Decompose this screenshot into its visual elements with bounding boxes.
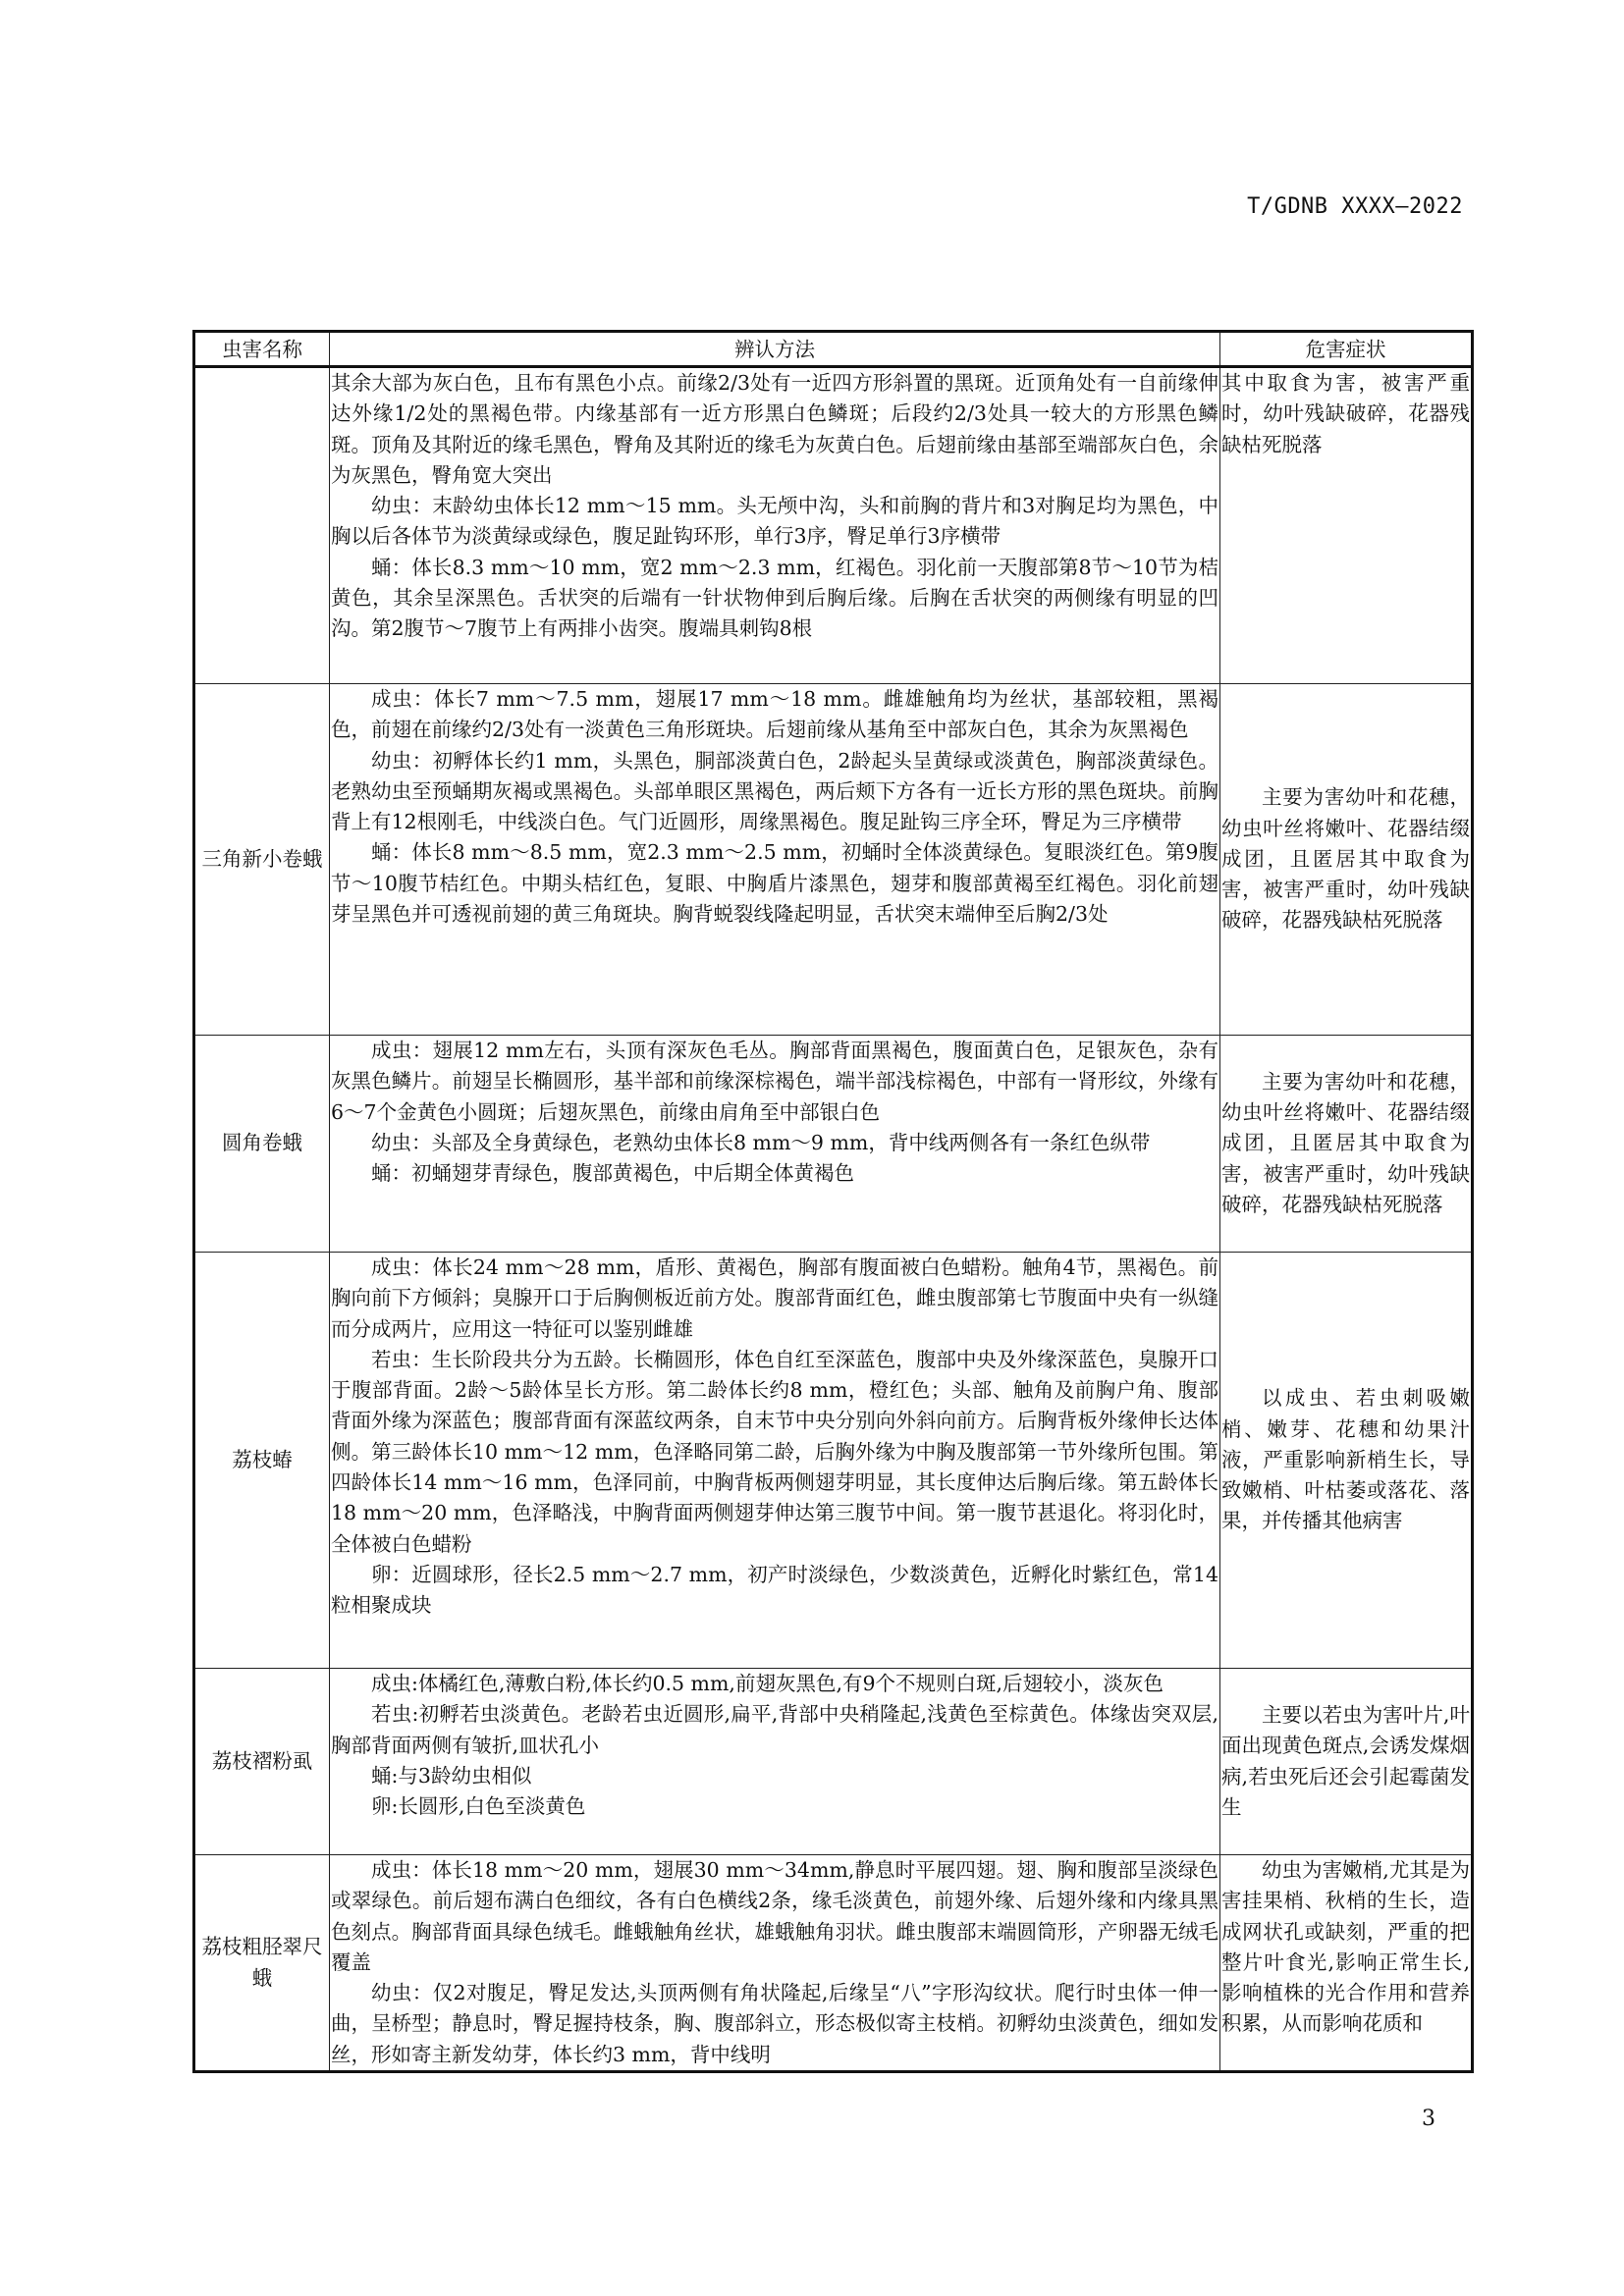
identification-method-cell [330,684,1220,1036]
method-paragraph: 蛹：体长8 mm～8.5 mm，宽2.3 mm～2.5 mm，初蛹时全体淡黄绿色。复眼淡红色。第9腹节～10腹节桔红色。中期头桔红色，复眼、中胸盾片漆黑色，翅芽和腹部黄褐至红褐色。羽化前翅芽呈黑色并可透视前翅的黄三角斑块。胸背蜕裂线隆起明显，舌状突末端伸至后胸2/3处 [331,840,1218,927]
table-row [194,1253,1473,1669]
pest-name-cell [194,367,330,684]
column-header-pest-name: 虫害名称 [194,332,330,367]
pest-name-cell: 荔枝粗胫翠尺蛾 [194,1855,330,2072]
document-code: T/GDNB XXXX—2022 [1247,194,1463,219]
method-paragraph: 幼虫：末龄幼虫体长12 mm～15 mm。头无颅中沟，头和前胸的背片和3对胸足均为黑色，中胸以后各体节为淡黄绿或绿色，腹足趾钩环形，单行3序，臀足单行3序横带 [331,494,1218,549]
pest-name-cell: 三角新小卷蛾 [194,684,330,1036]
table-row [194,1669,1473,1855]
damage-symptoms-cell: 以成虫、若虫刺吸嫩梢、嫩芽、花穗和幼果汁液，严重影响新梢生长，导致嫩梢、叶枯萎或落花、落果，并传播其他病害 [1220,1253,1473,1669]
table-row [194,684,1473,1036]
table-row [194,1036,1473,1253]
damage-symptoms-cell: 主要为害幼叶和花穗，幼虫叶丝将嫩叶、花器结缀成团，且匿居其中取食为害，被害严重时，幼叶残缺破碎，花器残缺枯死脱落 [1220,1036,1473,1253]
identification-method-cell [330,1253,1220,1669]
method-paragraph: 成虫:体橘红色,薄敷白粉,体长约0.5 mm,前翅灰黑色,有9个不规则白斑,后翅较小，淡灰色 [371,1672,1164,1695]
method-paragraph: 若虫：生长阶段共分为五龄。长椭圆形，体色自红至深蓝色，腹部中央及外缘深蓝色，臭腺开口于腹部背面。2龄～5龄体呈长方形。第二龄体长约8 mm，橙红色；头部、触角及前胸户角、腹部背面外缘为深蓝色；腹部背面有深蓝纹两条，自末节中央分别向外斜向前方。后胸背板外缘伸长达体侧。第三龄体长10 mm～12 mm，色泽略同第二龄，后胸外缘为中胸及腹部第一节外缘所包围。第四龄体长14 mm～16 mm，色泽同前，中胸背板两侧翅芽明显，其长度伸达后胸后缘。第五龄体长18 mm～20 mm，色泽略浅，中胸背面两侧翅芽伸达第三腹节中间。第一腹节甚退化。将羽化时，全体被白色蜡粉 [331,1347,1218,1556]
method-paragraph: 蛹：初蛹翅芽青绿色，腹部黄褐色，中后期全体黄褐色 [371,1161,854,1186]
method-paragraph: 幼虫：仅2对腹足，臀足发达,头顶两侧有角状隆起,后缘呈“八”字形沟纹状。爬行时虫体一伸一曲，呈桥型；静息时，臀足握持枝条，胸、腹部斜立，形态极似寄主枝梢。初孵幼虫淡黄色，细如发丝，形如寄主新发幼芽，体长约3 mm，背中线明 [331,1981,1218,2066]
column-header-identification-method: 辨认方法 [330,332,1220,367]
page-number: 3 [1422,2107,1435,2131]
identification-method-cell [330,1036,1220,1253]
method-paragraph: 蛹：体长8.3 mm～10 mm，宽2 mm～2.3 mm，红褐色。羽化前一天腹部第8节～10节为桔黄色，其余呈深黑色。舌状突的后端有一针状物伸到后胸后缘。后胸在舌状突的两侧缘有明显的凹沟。第2腹节～7腹节上有两排小齿突。腹端具刺钩8根 [331,555,1218,641]
method-paragraph: 其余大部为灰白色，且布有黑色小点。前缘2/3处有一近四方形斜置的黑斑。近顶角处有一自前缘伸达外缘1/2处的黑褐色带。内缘基部有一近方形黑白色鳞斑；后段约2/3处具一较大的方形黑色鳞斑。顶角及其附近的缘毛黑色，臀角及其附近的缘毛为灰黄白色。后翅前缘由基部至端部灰白色，余为灰黑色，臀角宽大突出 [331,371,1218,487]
table-row [194,367,1473,684]
column-header-damage-symptoms: 危害症状 [1220,332,1473,367]
pest-name-cell: 荔枝蝽 [194,1253,330,1669]
damage-symptoms-cell: 主要为害幼叶和花穗，幼虫叶丝将嫩叶、花器结缀成团，且匿居其中取食为害，被害严重时，幼叶残缺破碎，花器残缺枯死脱落 [1220,684,1473,1036]
method-paragraph: 卵:长圆形,白色至淡黄色 [371,1794,586,1819]
identification-method-cell [330,1855,1220,2072]
method-paragraph: 成虫：体长18 mm～20 mm，翅展30 mm～34mm,静息时平展四翅。翅、胸和腹部呈淡绿色或翠绿色。前后翅布满白色细纹，各有白色横线2条，缘毛淡黄色，前翅外缘、后翅外缘和内缘具黑色刻点。胸部背面具绿色绒毛。雌蛾触角丝状，雄蛾触角羽状。雌虫腹部末端圆筒形，产卵器无绒毛覆盖 [331,1858,1218,1974]
method-paragraph: 成虫：翅展12 mm左右，头顶有深灰色毛丛。胸部背面黑褐色，腹面黄白色，足银灰色，杂有灰黑色鳞片。前翅呈长椭圆形，基半部和前缘深棕褐色，端半部浅棕褐色，中部有一肾形纹，外缘有6～7个金黄色小圆斑；后翅灰黑色，前缘由肩角至中部银白色 [331,1039,1218,1124]
method-paragraph: 成虫：体长7 mm～7.5 mm，翅展17 mm～18 mm。雌雄触角均为丝状，基部较粗，黑褐色，前翅在前缘约2/3处有一淡黄色三角形斑块。后翅前缘从基角至中部灰白色，其余为灰黑褐色 [331,687,1218,742]
method-paragraph: 幼虫：头部及全身黄绿色，老熟幼虫体长8 mm～9 mm，背中线两侧各有一条红色纵带 [371,1130,1151,1154]
table-header-row [194,332,1473,367]
damage-symptoms-cell: 主要以若虫为害叶片,叶面出现黄色斑点,会诱发煤烟病,若虫死后还会引起霉菌发生 [1220,1669,1473,1855]
table-row [194,1855,1473,2072]
method-paragraph: 幼虫：初孵体长约1 mm，头黑色，胴部淡黄白色，2龄起头呈黄绿或淡黄色，胸部淡黄绿色。老熟幼虫至预蛹期灰褐或黑褐色。头部单眼区黑褐色，两后颊下方各有一近长方形的黑色斑块。前胸背上有12根刚毛，中线淡白色。气门近圆形，周缘黑褐色。腹足趾钩三序全环，臀足为三序横带 [331,748,1218,834]
method-paragraph: 成虫：体长24 mm～28 mm，盾形、黄褐色，胸部有腹面被白色蜡粉。触角4节，黑褐色。前胸向前下方倾斜；臭腺开口于后胸侧板近前方处。腹部背面红色，雌虫腹部第七节腹面中央有一纵缝而分成两片，应用这一特征可以鉴别雌雄 [331,1255,1218,1341]
method-paragraph: 蛹:与3龄幼虫相似 [371,1763,532,1788]
pest-name-cell: 圆角卷蛾 [194,1036,330,1253]
damage-symptoms-cell: 其中取食为害，被害严重时，幼叶残缺破碎，花器残缺枯死脱落 [1220,367,1473,684]
damage-symptoms-cell: 幼虫为害嫩梢,尤其是为害挂果梢、秋梢的生长，造成网状孔或缺刻，严重的把整片叶食光,影响正常生长,影响植株的光合作用和营养积累，从而影响花质和 [1220,1855,1473,2072]
method-paragraph: 若虫:初孵若虫淡黄色。老龄若虫近圆形,扁平,背部中央稍隆起,浅黄色至棕黄色。体缘齿突双层,胸部背面两侧有皱折,皿状孔小 [331,1702,1218,1757]
method-paragraph: 卵：近圆球形，径长2.5 mm～2.7 mm，初产时淡绿色，少数淡黄色，近孵化时紫红色，常14粒相聚成块 [331,1562,1218,1618]
identification-method-cell [330,1669,1220,1855]
identification-method-cell [330,367,1220,684]
pest-identification-table [192,330,1474,2073]
pest-name-cell: 荔枝褶粉虱 [194,1669,330,1855]
